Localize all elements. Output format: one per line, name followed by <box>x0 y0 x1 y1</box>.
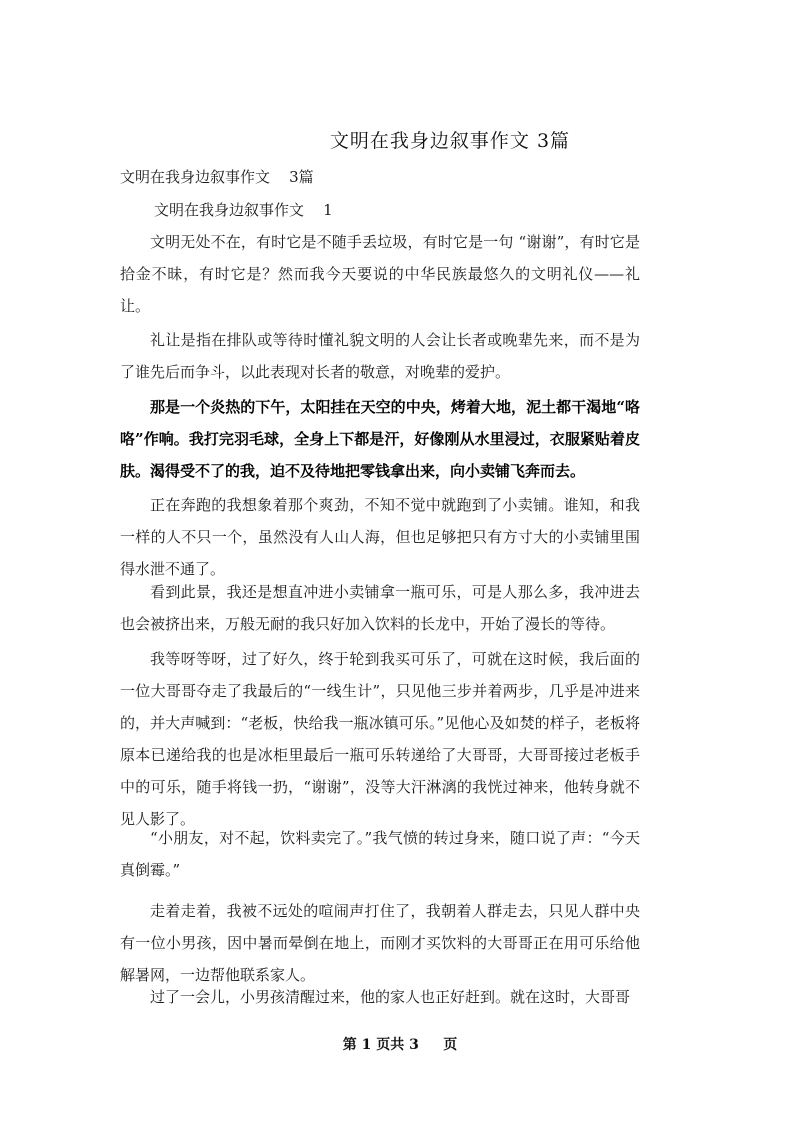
paragraph: 文明无处不在，有时它是不随手丢垃圾，有时它是一句 “谢谢”，有时它是拾金不昧，有时它是？然而我今天要说的中华民族最悠久的文明礼仪——礼让。 <box>120 233 640 315</box>
page-footer: 第 1 页共 3 页 <box>342 1037 458 1053</box>
paragraph: 走着走着，我被不远处的喧闹声打住了，我朝着人群走去，只见人群中央有一位小男孩，因中暑而晕倒在地上，而刚才买饮料的大哥哥正在用可乐给他解暑网，一边帮他联系家人。 <box>120 902 640 984</box>
paragraph: 礼让是指在排队或等待时懂礼貌文明的人会让长者或晚辈先来，而不是为了谁先后而争斗，以此表现对长者的敬意，对晚辈的爱护。 <box>120 331 640 381</box>
document-title: 文明在我身边叙事作文 3篇 <box>329 130 571 152</box>
section-subheading: 文明在我身边叙事作文 1 <box>154 201 333 219</box>
document-heading: 文明在我身边叙事作文 3篇 <box>120 168 314 186</box>
paragraph: “小朋友，对不起，饮料卖完了。”我气愤的转过身来，随口说了声：“今天真倒霉。” <box>120 829 640 879</box>
paragraph: 正在奔跑的我想象着那个爽劲，不知不觉中就跑到了小卖铺。谁知，和我一样的人不只一个，虽然没有人山人海，但也足够把只有方寸大的小卖铺里围得水泄不通了。 <box>120 496 640 578</box>
paragraph: 过了一会儿，小男孩清醒过来，他的家人也正好赶到。就在这时，大哥哥 <box>150 988 631 1006</box>
paragraph: 看到此景，我还是想直冲进小卖铺拿一瓶可乐，可是人那么多，我冲进去也会被挤出来，万般无耐的我只好加入饮料的长龙中，开始了漫长的等待。 <box>120 583 640 633</box>
paragraph: 那是一个炎热的下午，太阳挂在天空的中央，烤着大地，泥土都干渴地“咯咯”作响。我打完羽毛球，全身上下都是汗，好像刚从水里浸过，衣服紧贴着皮肤。渴得受不了的我，迫不及待地把零钱拿出来，向小卖铺飞奔而去。 <box>120 398 640 480</box>
paragraph: 我等呀等呀，过了好久，终于轮到我买可乐了，可就在这时候，我后面的一位大哥哥夺走了我最后的“一线生计”，只见他三步并着两步，几乎是冲进来的，并大声喊到：“老板，快给我一瓶冰镇可乐。”见他心及如焚的样子，老板将原本已递给我的也是冰柜里最后一瓶可乐转递给了大哥哥，大哥哥接过老板手中的可乐，随手将钱一扔，“谢谢”，没等大汗淋漓的我恍过神来，他转身就不见人影了。 <box>120 650 640 828</box>
